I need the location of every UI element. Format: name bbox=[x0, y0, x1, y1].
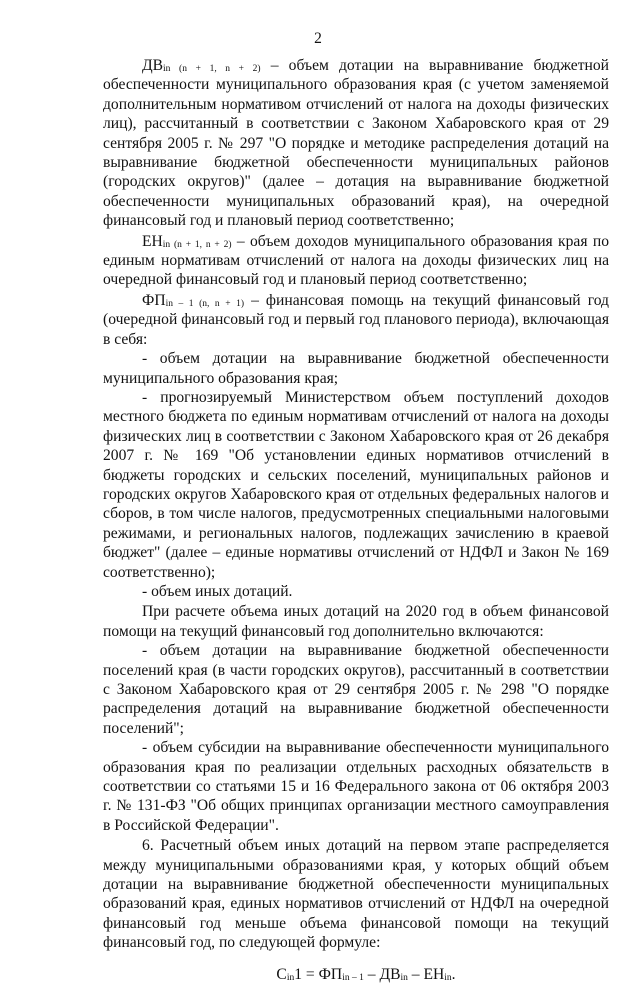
document-body bbox=[103, 56, 609, 984]
list-item-settlements: - объем дотации на выравнивание бюджетной обеспеченности поселений края (в части городских округов), рассчитанный в соответствии с Законом Хабаровского края от 29 сентября 2005 г. № 298 "О порядке распределения дотаций на выравнивание бюджетной обеспеченности поселений"; bbox=[103, 642, 609, 737]
paragraph-en: $ЕН_{in (n + 1, n + 2)}$ – объем доходов муниципального образования края по единым нормативам отчислений от налога на доходы физических лиц на очередной финансовый год и плановый период соответственно; bbox=[103, 232, 609, 289]
paragraph-2020: При расчете объема иных дотаций на 2020 год в объем финансовой помощи на текущий финансовый год дополнительно включаются: bbox=[103, 603, 609, 640]
paragraph-six: 6. Расчетный объем иных дотаций на первом этапе распределяется между муниципальными образованиями края, у которых общий объем дотации на выравнивание бюджетной обеспеченности муниципальных образований края, единых нормативов отчислений от НДФЛ на очередной финансовый год меньше объема финансовой помощи на текущий финансовый год, по следующей формуле: bbox=[103, 837, 609, 952]
list-item-dotation: - объем дотации на выравнивание бюджетной обеспеченности муниципального образования края; bbox=[103, 350, 609, 387]
paragraph-dv: $ДВ_{in (n + 1, n + 2)}$ – объем дотации на выравнивание бюджетной обеспеченности муниципального образования края (с учетом заменяемой дополнительным нормативом отчислений от налога на доходы физических лиц), рассчитанный в соответствии с Законом Хабаровского края от 29 сентября 2005 г. № 297 "О порядке и методике распределения дотаций на выравнивание бюджетной обеспеченности муниципальных районов (городских округов)" (далее – дотация на выравнивание бюджетной обеспеченности муниципальных образований края), на очередной финансовый год и плановый период соответственно; bbox=[103, 57, 609, 230]
list-item-forecast: - прогнозируемый Министерством объем поступлений доходов местного бюджета по единым нормативам отчислений от налога на доходы физических лиц в соответствии с Законом Хабаровского края от 26 декабря 2007 г. № 169 "Об установлении единых нормативов отчислений в бюджеты городских и сельских поселений, муниципальных районов и городских округов Хабаровского края от отдельных федеральных налогов и сборов, в том числе налогов, предусмотренных специальными налоговыми режимами, и региональных налогов, подлежащих зачислению в краевой бюджет" (далее – единые нормативы отчислений от НДФЛ и Закон № 169 соответственно); bbox=[103, 388, 609, 581]
list-item-subsidy: - объем субсидии на выравнивание обеспеченности муниципального образования края по реализации отдельных расходных обязательств в соответствии со статьями 15 и 16 Федерального закона от 06 октября 2003 г. № 131-ФЗ "Об общих принципах организации местного самоуправления в Российской Федерации". bbox=[103, 739, 609, 834]
page-number: 2 bbox=[314, 30, 322, 47]
paragraph-fp: $ФП_{in - 1 (n, n + 1)}$ – финансовая помощь на текущий финансовый год (очередной финансовый год и первый год планового периода), включающая в себя: bbox=[103, 291, 609, 348]
list-item-other-dotations: - объем иных дотаций. bbox=[142, 582, 293, 600]
formula: $C_{in}1 = ФП_{in - 1} - ДВ_{in} - ЕН_{in}$. bbox=[276, 965, 456, 983]
